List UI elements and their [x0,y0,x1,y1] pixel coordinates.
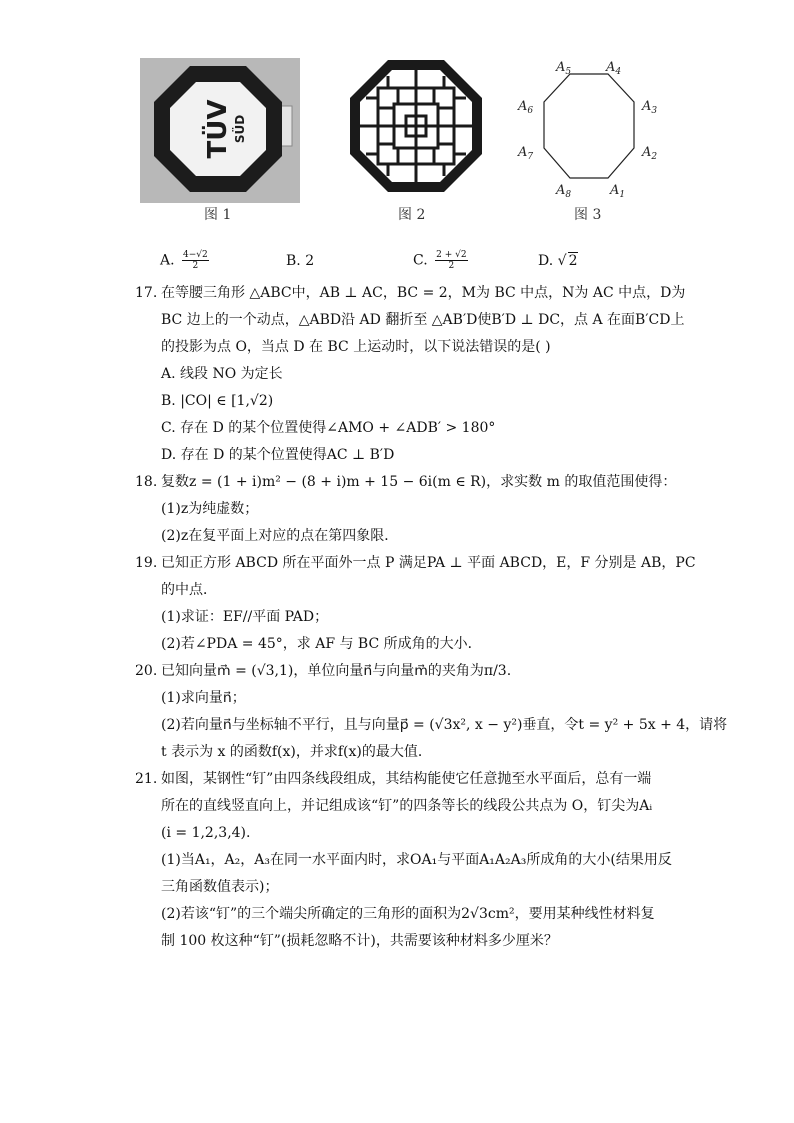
figures-row [140,58,680,228]
q16-option-d[interactable]: D. √ 2 [538,253,578,269]
question-text: 的中点． [161,582,217,598]
figure-3-caption: 图 3 [574,207,602,223]
vertex-label-a4: $A_4$ [606,60,622,77]
figure-1-logo-subtext: SÜD [233,114,247,144]
sub-question: (1)当A₁，A₂，A₃在同一水平面内时，求OA₁与平面A₁A₂A₃所成角的大小(结果用反 [161,852,672,868]
question-text: 在等腰三角形 △ABC中，AB ⊥ AC，BC = 2，M为 BC 中点，N为 AC 中点，D为 [161,285,686,301]
q16-option-c[interactable]: C. $\frac{2 + √2}{2}$ [413,250,467,271]
vertex-label-a3: $A_3$ [642,99,658,116]
vertex-label-a2: $A_2$ [642,145,658,162]
question-number: 18. [135,474,158,490]
question-number: 19. [135,555,158,571]
q16-option-a[interactable]: A. $\frac{4-√2}{2}$ [160,250,208,271]
figure-1-caption: 图 1 [204,207,232,223]
q17-option-a[interactable]: A. 线段 NO 为定长 [161,366,283,382]
question-text: BC 边上的一个动点，△ABD沿 AD 翻折至 △AB′D使B′D ⊥ DC，点 A 在面B′CD上 [161,312,685,328]
question-19 [135,550,696,658]
vertex-label-a7: $A_7$ [518,145,534,162]
vertex-label-a5: $A_5$ [556,60,572,77]
figure-3-octagon [514,60,680,200]
question-20 [135,658,728,766]
question-21 [135,766,672,955]
sub-question: (2)若该“钉”的三个端尖所确定的三角形的面积为2√3cm²，要用某种线性材料复 [161,906,655,922]
sub-question: (2)若向量n⃗与坐标轴不平行，且与向量p⃗ = (√3x², x − y²)垂直，令t = y² + 5x + 4，请将 [161,717,728,733]
question-text: (i = 1,2,3,4). [161,825,251,841]
sub-question: t 表示为 x 的函数f(x)，并求f(x)的最大值． [161,744,432,760]
problems-list [135,280,728,955]
vertex-label-a1: $A_1$ [610,183,626,200]
sub-question: 制 100 枚这种“钉”(损耗忽略不计)，共需要该种材料多少厘米？ [161,933,558,949]
q17-option-c[interactable]: C. 存在 D 的某个位置使得∠AMO + ∠ADB′ > 180° [161,420,496,436]
sub-question: 三角函数值表示)； [161,879,279,895]
question-text: 复数z = (1 + i)m² − (8 + i)m + 15 − 6i(m ∈ R)，求实数 m 的取值范围使得： [161,474,677,490]
question-text: 如图，某钢性“钉”由四条线段组成，其结构能使它任意抛至水平面后，总有一端 [161,771,652,787]
question-number: 17. [135,285,158,301]
question-text: 所在的直线竖直向上，并记组成该“钉”的四条等长的线段公共点为 O，钉尖为Aᵢ [161,798,653,814]
figure-1-photo [140,58,300,203]
q16-option-b[interactable]: B. 2 [286,253,315,269]
question-number: 21. [135,771,158,787]
sub-question: (2)若∠PDA = 45°，求 AF 与 BC 所成角的大小． [161,636,482,652]
question-17 [135,280,686,469]
question-text: 已知正方形 ABCD 所在平面外一点 P 满足PA ⊥ 平面 ABCD，E，F 分别是 AB，PC [161,555,696,571]
figure-2-caption: 图 2 [398,207,426,223]
sub-question: (1)z为纯虚数； [161,501,259,517]
sub-question: (1)求向量n⃗； [161,690,246,706]
q17-option-b[interactable]: B. |CO| ∈ [1,√2) [161,393,274,409]
vertex-label-a6: $A_6$ [518,99,534,116]
q16-options [160,250,620,274]
sub-question: (1)求证：EF//平面 PAD； [161,609,329,625]
question-text: 的投影为点 O，当点 D 在 BC 上运动时，以下说法错误的是( ) [161,339,551,355]
figure-2-lattice [348,58,484,194]
question-number: 20. [135,663,158,679]
figure-1-logo-text: TÜV [203,99,233,159]
question-18 [135,469,677,550]
sub-question: (2)z在复平面上对应的点在第四象限． [161,528,399,544]
octagon-shape [544,74,634,178]
vertex-label-a8: $A_8$ [556,183,572,200]
question-text: 已知向量m⃗ = (√3,1)，单位向量n⃗与向量m⃗的夹角为π/3. [161,663,512,679]
q17-option-d[interactable]: D. 存在 D 的某个位置使得AC ⊥ B′D [161,447,395,463]
